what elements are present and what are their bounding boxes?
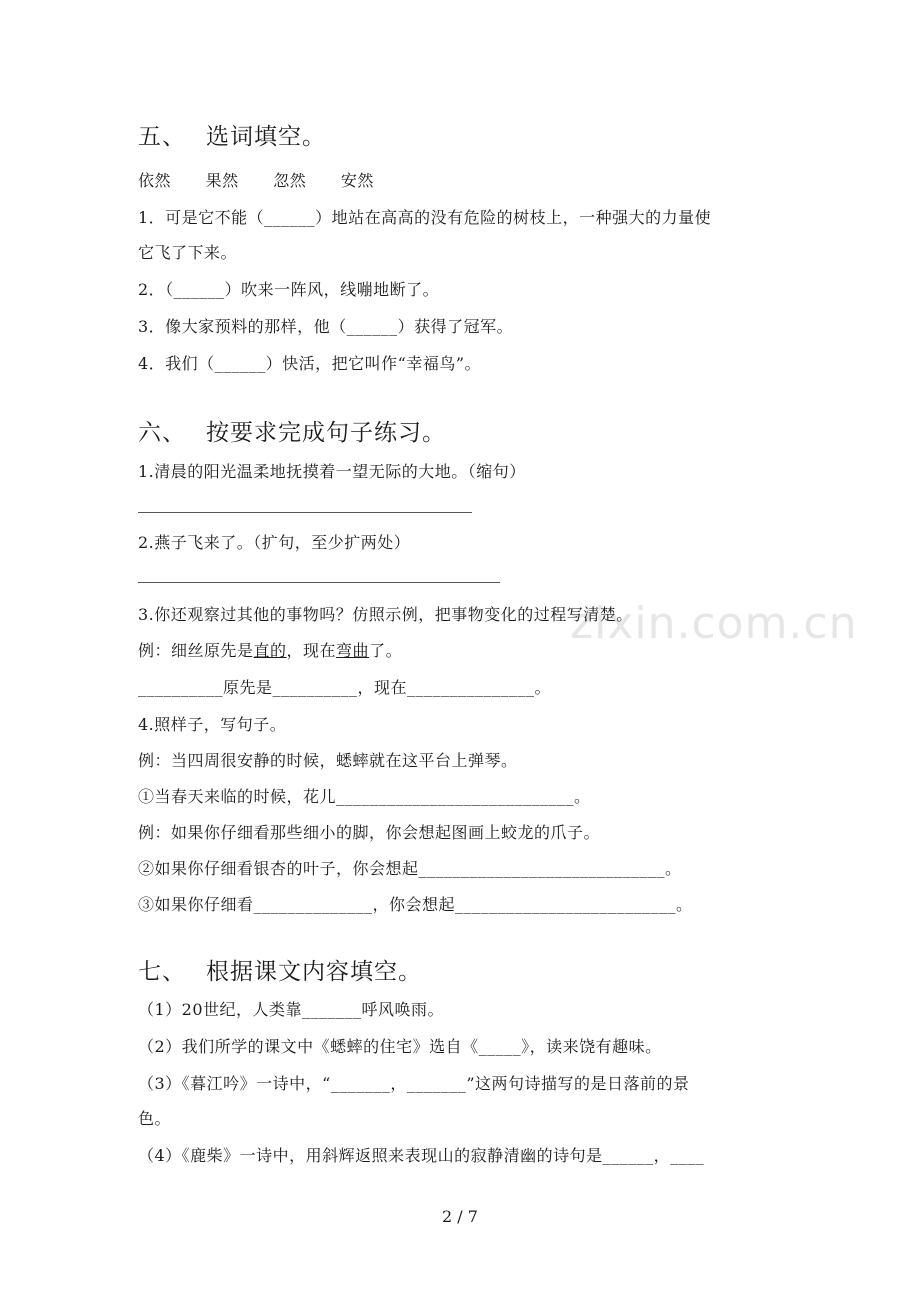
section-6-title: 按要求完成句子练习。 xyxy=(206,420,446,446)
s6-question-2: 2.燕子飞来了。（扩句，至少扩两处） xyxy=(138,533,411,552)
word-option: 果然 xyxy=(205,171,239,190)
s6-question-4: 4.照样子，写句子。 xyxy=(138,715,287,734)
s6-completion-2: ②如果你仔细看银杏的叶子，你会想起_____________________________。 xyxy=(138,859,682,878)
s6-completion-3: ③如果你仔细看______________，你会想起__________________________。 xyxy=(138,895,693,914)
example-text: 了。 xyxy=(369,641,403,660)
word-bank xyxy=(138,168,403,191)
s7-question-4: （4）《鹿柴》一诗中，用斜辉返照来表现山的寂静清幽的诗句是______，____ xyxy=(138,1146,705,1165)
s6-example-2: 例：当四周很安静的时候，蟋蟀就在这平台上弹琴。 xyxy=(138,751,518,770)
section-7-number: 七、 xyxy=(138,959,186,985)
example-text: ，现在 xyxy=(286,641,337,660)
underlined-word: 直的 xyxy=(253,641,287,660)
s5-question-1-line-1: 1．可是它不能（______）地站在高高的没有危险的树枝上，一种强大的力量使 xyxy=(138,208,712,227)
underlined-word: 弯曲 xyxy=(336,641,370,660)
s7-question-3-line-1: （3）《暮江吟》一诗中，“_______，_______”这两句诗描写的是日落前的景 xyxy=(138,1074,690,1093)
s6-completion-1: ①当春天来临的时候，花儿____________________________。 xyxy=(138,787,591,806)
s6-example-3: 例：如果你仔细看那些细小的脚，你会想起图画上蛟龙的爪子。 xyxy=(138,823,601,842)
s5-question-3: 3．像大家预料的那样，他（______）获得了冠军。 xyxy=(138,317,514,336)
section-7-heading xyxy=(138,953,422,986)
section-6-heading xyxy=(138,414,446,447)
watermark: zixin.com.cn xyxy=(570,598,858,649)
word-option: 安然 xyxy=(340,171,374,190)
s7-question-2: （2）我们所学的课文中《蟋蟀的住宅》选自《_____》，读来饶有趣味。 xyxy=(138,1037,662,1056)
word-option: 忽然 xyxy=(273,171,307,190)
s6-question-3: 3.你还观察过其他的事物吗？仿照示例，把事物变化的过程写清楚。 xyxy=(138,605,633,624)
s5-question-2: 2．（______）吹来一阵风，线嘣地断了。 xyxy=(138,280,440,299)
answer-line-2 xyxy=(138,582,500,583)
section-5-number: 五、 xyxy=(138,124,186,150)
word-option: 依然 xyxy=(138,171,172,190)
s6-fill-line-1: __________原先是__________，现在_______________。 xyxy=(138,678,552,697)
section-7-title: 根据课文内容填空。 xyxy=(206,959,422,985)
page-number: 2 / 7 xyxy=(442,1207,478,1226)
s7-question-1: （1）20世纪，人类靠_______呼风唤雨。 xyxy=(138,1000,445,1019)
s6-question-1: 1.清晨的阳光温柔地抚摸着一望无际的大地。（缩句） xyxy=(138,462,526,481)
s6-example-1 xyxy=(138,638,402,661)
answer-line-1 xyxy=(138,512,472,513)
section-5-heading xyxy=(138,118,326,151)
s5-question-1-line-2: 它飞了下来。 xyxy=(138,243,238,262)
section-5-title: 选词填空。 xyxy=(206,124,326,150)
s5-question-4: 4．我们（______）快活，把它叫作“幸福鸟”。 xyxy=(138,354,482,373)
example-text: 例：细丝原先是 xyxy=(138,641,254,660)
s7-question-3-line-2: 色。 xyxy=(138,1109,172,1128)
section-6-number: 六、 xyxy=(138,420,186,446)
